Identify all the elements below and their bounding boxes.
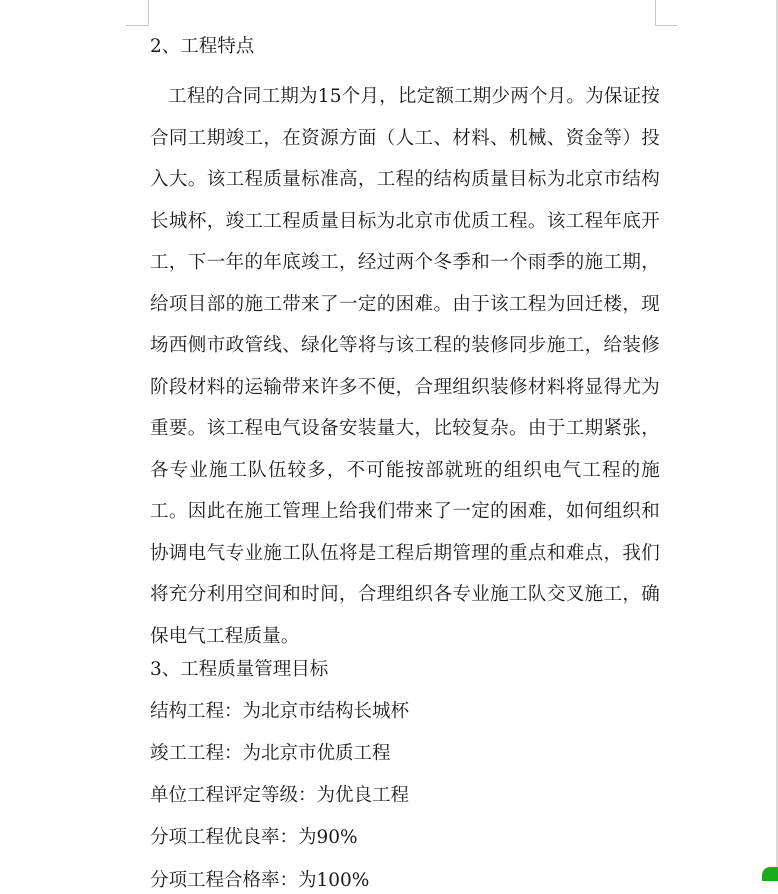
cutoff-line: 分项工程合格率：为100% xyxy=(150,870,370,891)
section-3-heading: 3、工程质量管理目标 xyxy=(150,659,329,680)
quality-goal-item: 结构工程：为北京市结构长城杯 xyxy=(150,701,410,722)
quality-goal-item: 竣工工程：为北京市优质工程 xyxy=(150,743,391,764)
section-2-heading: 2、工程特点 xyxy=(150,36,255,57)
crop-mark-top-right-horizontal xyxy=(655,25,678,26)
crop-mark-top-right-vertical xyxy=(655,0,656,25)
corner-app-icon[interactable] xyxy=(762,867,778,881)
section-3 xyxy=(150,657,660,851)
quality-goal-item: 单位工程评定等级：为优良工程 xyxy=(150,785,410,806)
section-2-paragraph: 工程的合同工期为15个月，比定额工期少两个月。为保证按合同工期竣工，在资源方面（人工、材料、机械、资金等）投入大。该工程质量标准高，工程的结构质量目标为北京市结构长城杯，竣工工程质量目标为北京市优质工程。该工程年底开工，下一年的年底竣工，经过两个冬季和一个雨季的施工期，给项目部的施工带来了一定的困难。由于该工程为回迁楼，现场西侧市政管线、绿化等将与该工程的装修同步施工，给装修阶段材料的运输带来许多不便，合理组织装修材料将显得尤为重要。该工程电气设备安装量大，比较复杂。由于工期紧张，各专业施工队伍较多，不可能按部就班的组织电气工程的施工。因此在施工管理上给我们带来了一定的困难，如何组织和协调电气专业施工队伍将是工程后期管理的重点和难点，我们将充分利用空间和时间，合理组织各专业施工队交叉施工，确保电气工程质量。 xyxy=(150,86,660,647)
document-body xyxy=(150,34,660,867)
crop-mark-top-left-horizontal xyxy=(126,25,149,26)
quality-goal-item: 分项工程优良率：为90% xyxy=(150,827,358,848)
crop-mark-top-left-vertical xyxy=(148,0,149,25)
